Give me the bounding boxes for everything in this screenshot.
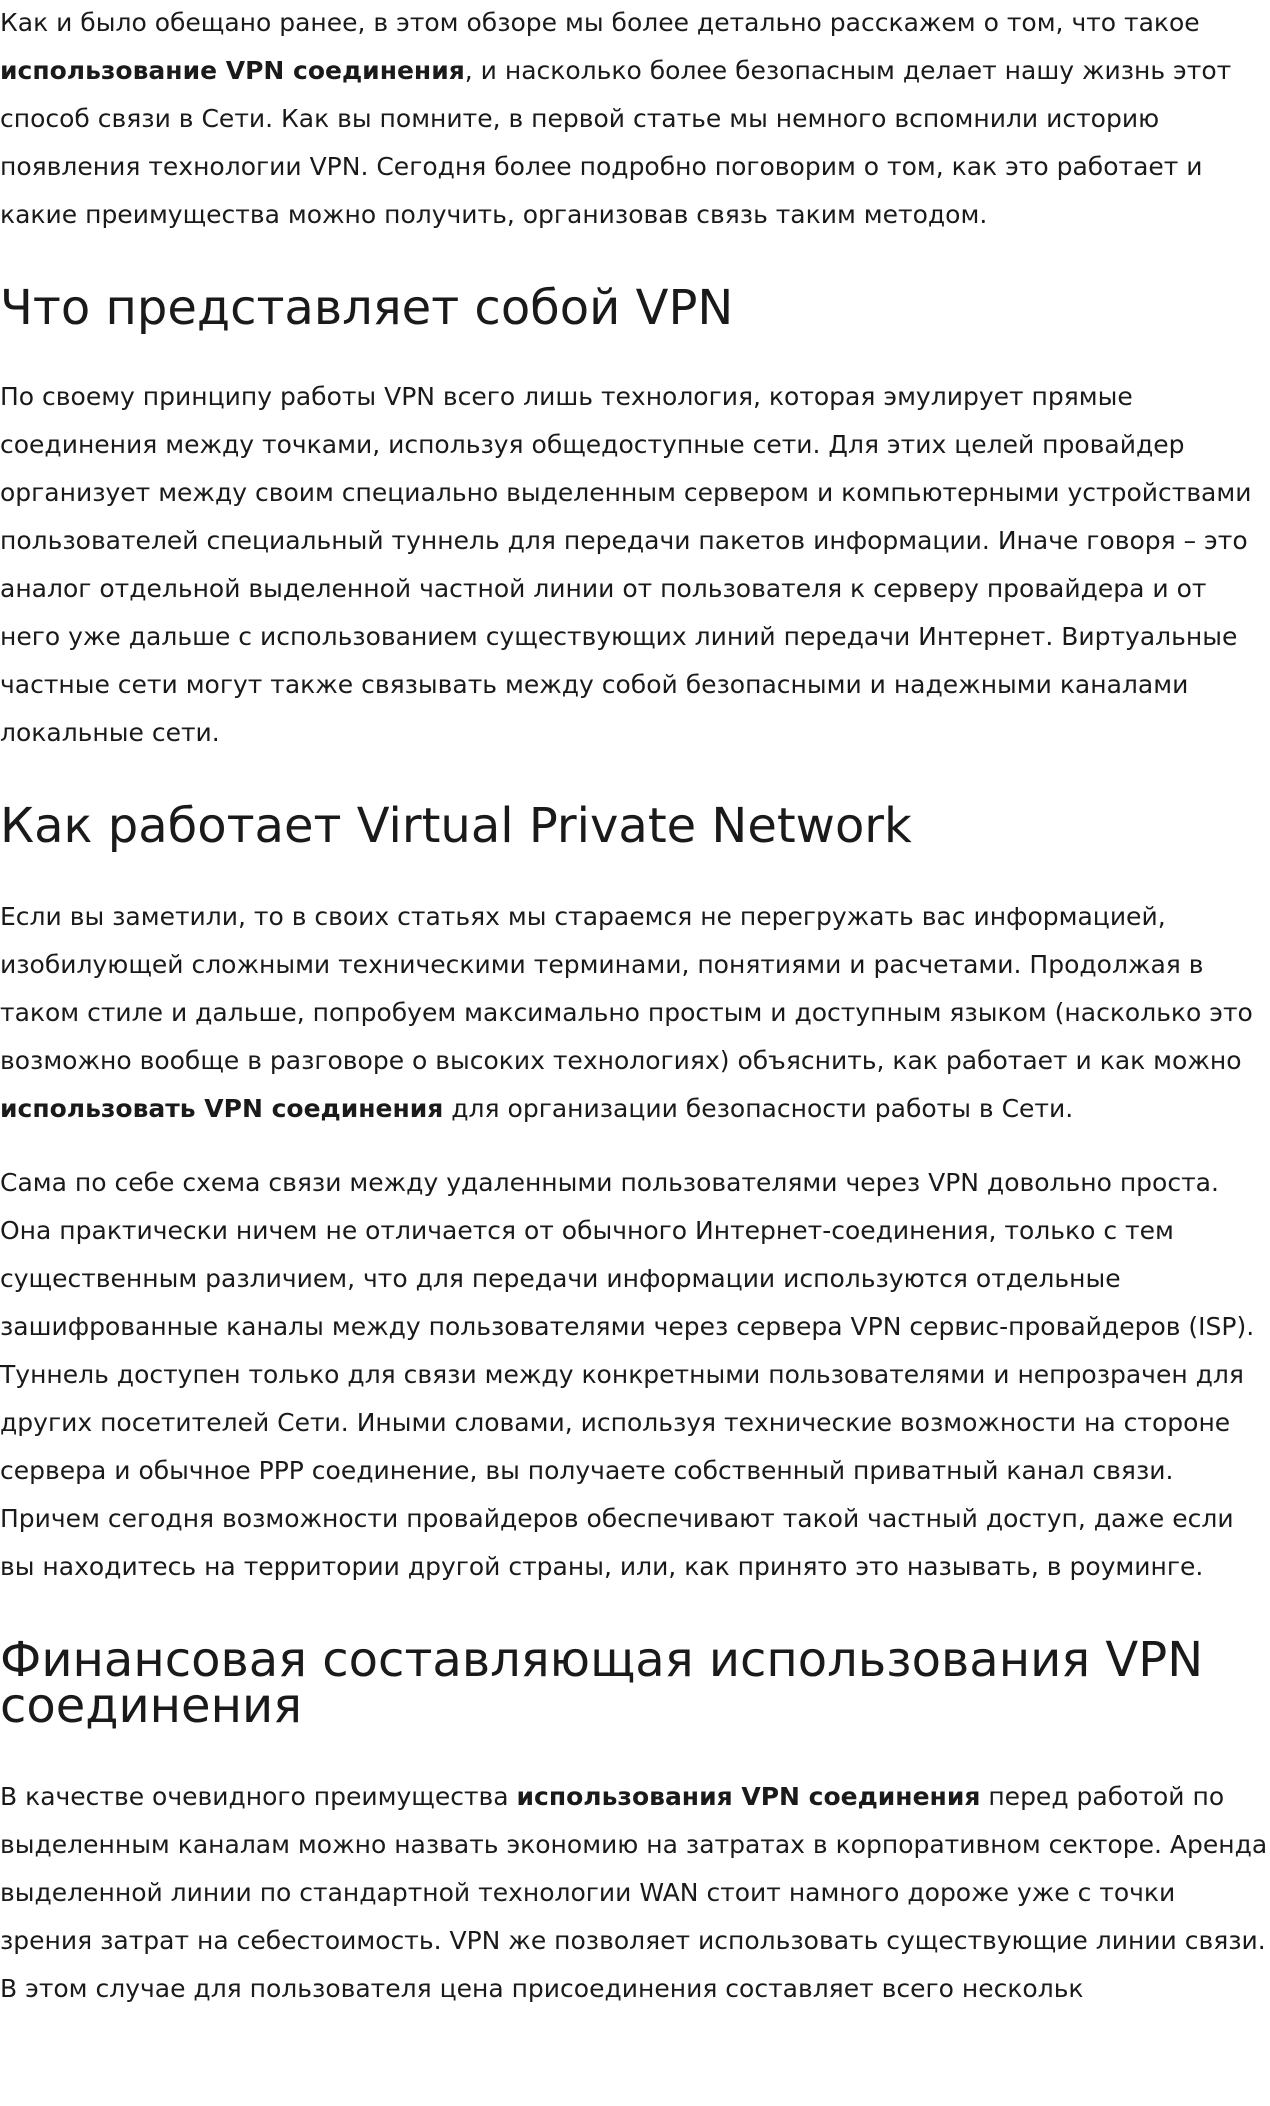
how-text-start: Если вы заметили, то в своих статьях мы стараемся не перегружать вас информацией, изобилующей сложными техническими терминами, понятиями и расчетами. Продолжая в таком стиле и дальше, попробуем максимально простым и доступным языком (насколько это возможно вообще в разговоре о высоких технологиях) объяснить, как работает и как можно bbox=[0, 902, 1253, 1075]
paragraph-what-is-vpn: По своему принципу работы VPN всего лишь технология, которая эмулирует прямые соединения между точками, используя общедоступные сети. Для этих целей провайдер организует между своим специально выделенным сервером и компьютерными устройствами пользователей специальный туннель для передачи пакетов информации. Иначе говоря – это аналог отдельной выделенной частной линии от пользователя к серверу провайдера и от него уже дальше с использованием существующих линий передачи Интернет. Виртуальные частные сети могут также связывать между собой безопасными и надежными каналами локальные сети. bbox=[0, 382, 1252, 747]
how-bold-term: использовать VPN соединения bbox=[0, 1094, 444, 1123]
fin-text-start: В качестве очевидного преимущества bbox=[0, 1782, 517, 1811]
heading-how-vpn-works: Как работает Virtual Private Network bbox=[0, 798, 912, 854]
fin-bold-term: использования VPN соединения bbox=[516, 1782, 981, 1811]
intro-text-start: Как и было обещано ранее, в этом обзоре мы более детально расскажем о том, что такое bbox=[0, 8, 1200, 37]
intro-bold-term: использование VPN соединения bbox=[0, 56, 465, 85]
heading-what-is-vpn: Что представляет собой VPN bbox=[0, 280, 734, 336]
how-text-end: для организации безопасности работы в Сети. bbox=[443, 1094, 1074, 1123]
paragraph-how-vpn-works-1 bbox=[0, 893, 1270, 1133]
intro-text-end: , и насколько более безопасным делает нашу жизнь этот способ связи в Сети. Как вы помните, в первой статье мы немного вспомнили историю появления технологии VPN. Сегодня более подробно поговорим о том, как это работает и какие преимущества можно получить, организовав связь таким методом. bbox=[0, 56, 1232, 229]
paragraph-how-vpn-works-2: Сама по себе схема связи между удаленными пользователями через VPN довольно проста. Она практически ничем не отличается от обычного Интернет-соединения, только с тем существенным различием, что для передачи информации используются отдельные зашифрованные каналы между пользователями через сервера VPN сервис-провайдеров (ISP). Туннель доступен только для связи между конкретными пользователями и непрозрачен для других посетителей Сети. Иными словами, используя технические возможности на стороне сервера и обычное PPP соединение, вы получаете собственный приватный канал связи. Причем сегодня возможности провайдеров обеспечивают такой частный доступ, даже если вы находитесь на территории другой страны, или, как принято это называть, в роуминге. bbox=[0, 1168, 1255, 1581]
fin-text-end: перед работой по выделенным каналам можно назвать экономию на затратах в корпоративном секторе. Аренда выделенной линии по стандартной технологии WAN стоит намного дороже уже с точки зрения затрат на себестоимость. VPN же позволяет использовать существующие линии связи. В этом случае для пользователя цена присоединения составляет всего нескольк bbox=[0, 1782, 1268, 2003]
heading-financial-aspect: Финансовая составляющая использования VPN соединения bbox=[0, 1632, 1204, 1734]
paragraph-financial-aspect bbox=[0, 1773, 1270, 2013]
intro-paragraph bbox=[0, 0, 1270, 239]
